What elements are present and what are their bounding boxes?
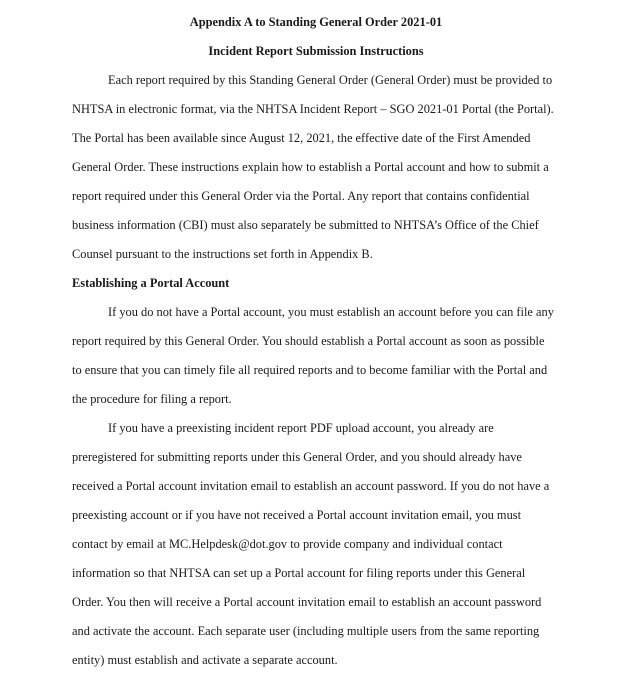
paragraph-line: Counsel pursuant to the instructions set forth in Appendix B. bbox=[72, 247, 373, 261]
paragraph-line: General Order. These instructions explain how to establish a Portal account and how to submit a bbox=[72, 160, 549, 174]
paragraph-line: preexisting account or if you have not received a Portal account invitation email, you must bbox=[72, 508, 522, 522]
document-subtitle: Incident Report Submission Instructions bbox=[208, 44, 424, 58]
paragraph-line: information so that NHTSA can set up a Portal account for filing reports under this General bbox=[72, 566, 526, 580]
paragraph-line: Order. You then will receive a Portal account invitation email to establish an account password bbox=[72, 595, 542, 609]
paragraph-line: to ensure that you can timely file all required reports and to become familiar with the Portal and bbox=[72, 363, 548, 377]
document-title: Appendix A to Standing General Order 2021-01 bbox=[189, 15, 443, 29]
paragraph-line: Each report required by this Standing General Order (General Order) must be provided to bbox=[108, 73, 553, 87]
paragraph-line: preregistered for submitting reports under this General Order, and you should already have bbox=[72, 450, 522, 464]
paragraph-line: report required by this General Order. You should establish a Portal account as soon as possible bbox=[72, 334, 545, 348]
paragraph-line: entity) must establish and activate a separate account. bbox=[72, 653, 338, 667]
paragraph-line: report required under this General Order via the Portal. Any report that contains confidential bbox=[72, 189, 530, 203]
paragraph-line: The Portal has been available since August 12, 2021, the effective date of the First Amended bbox=[72, 131, 531, 145]
paragraph-line: received a Portal account invitation email to establish an account password. If you do not have a bbox=[72, 479, 550, 493]
section-heading: Establishing a Portal Account bbox=[72, 276, 230, 290]
paragraph-line: the procedure for filing a report. bbox=[72, 392, 232, 406]
paragraph-line: If you do not have a Portal account, you must establish an account before you can file any bbox=[108, 305, 554, 319]
paragraph-line: If you have a preexisting incident report PDF upload account, you already are bbox=[108, 421, 494, 435]
paragraph-line: and activate the account. Each separate user (including multiple users from the same reporting bbox=[72, 624, 540, 638]
paragraph-line: business information (CBI) must also separately be submitted to NHTSA’s Office of the Chief bbox=[72, 218, 539, 232]
paragraph-line: NHTSA in electronic format, via the NHTSA Incident Report – SGO 2021-01 Portal (the Portal). bbox=[72, 102, 554, 116]
paragraph-line: contact by email at MC.Helpdesk@dot.gov to provide company and individual contact bbox=[72, 537, 503, 551]
